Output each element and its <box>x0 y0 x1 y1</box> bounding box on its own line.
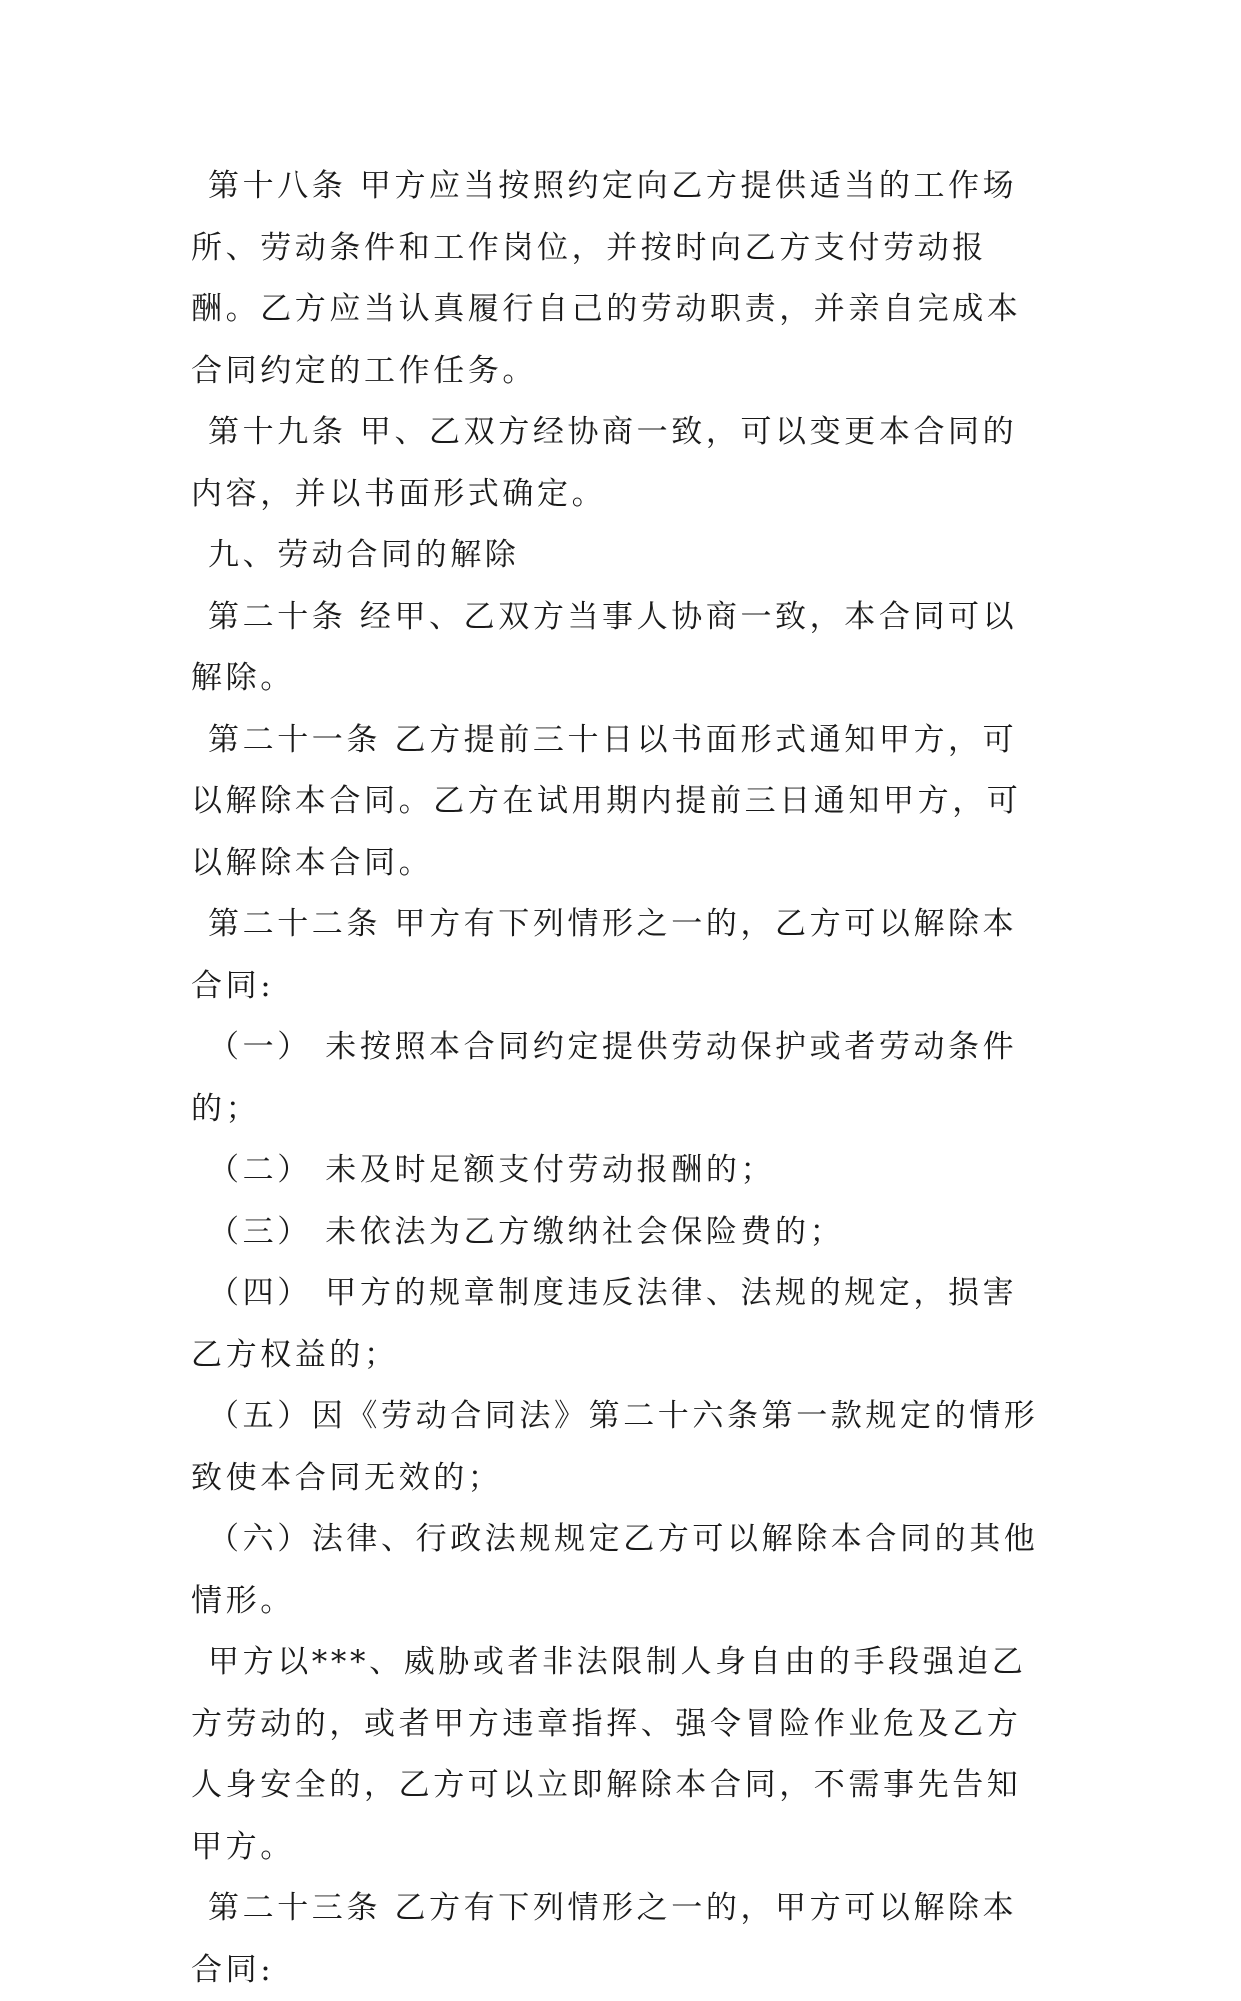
article-22-item-1: （一） 未按照本合同约定提供劳动保护或者劳动条件的； <box>191 1029 1018 1127</box>
document-body <box>191 156 1051 2001</box>
article-22-item-6: （六）法律、行政法规规定乙方可以解除本合同的其他情形。 <box>191 1521 1039 1619</box>
article-21: 第二十一条 乙方提前三十日以书面形式通知甲方，可以解除本合同。乙方在试用期内提前三日通知甲方，可以解除本合同。 <box>191 721 1022 881</box>
article-22-item-3: （三） 未依法为乙方缴纳社会保险费的； <box>208 1213 845 1250</box>
article-22-item-4: （四） 甲方的规章制度违反法律、法规的规定，损害乙方权益的； <box>191 1275 1018 1373</box>
article-22: 第二十二条 甲方有下列情形之一的，乙方可以解除本合同: <box>191 906 1018 1004</box>
article-20: 第二十条 经甲、乙双方当事人协商一致，本合同可以解除。 <box>191 598 1018 696</box>
article-22-item-2: （二） 未及时足额支付劳动报酬的； <box>208 1152 776 1188</box>
section-heading-termination: 九、劳动合同的解除 <box>208 537 520 573</box>
article-19: 第十九条 甲、乙双方经协商一致，可以变更本合同的内容，并以书面形式确定。 <box>191 414 1018 512</box>
article-22-item-5: （五）因《劳动合同法》第二十六条第一款规定的情形致使本合同无效的； <box>191 1398 1039 1496</box>
immediate-termination-clause: 甲方以***、威胁或者非法限制人身自由的手段强迫乙方劳动的，或者甲方违章指挥、强令冒险作业危及乙方人身安全的，乙方可以立即解除本合同，不需事先告知甲方。 <box>191 1644 1027 1865</box>
article-23: 第二十三条 乙方有下列情形之一的，甲方可以解除本合同: <box>191 1890 1018 1988</box>
article-18: 第十八条 甲方应当按照约定向乙方提供适当的工作场所、劳动条件和工作岗位，并按时向乙方支付劳动报酬。乙方应当认真履行自己的劳动职责，并亲自完成本合同约定的工作任务。 <box>191 168 1022 389</box>
